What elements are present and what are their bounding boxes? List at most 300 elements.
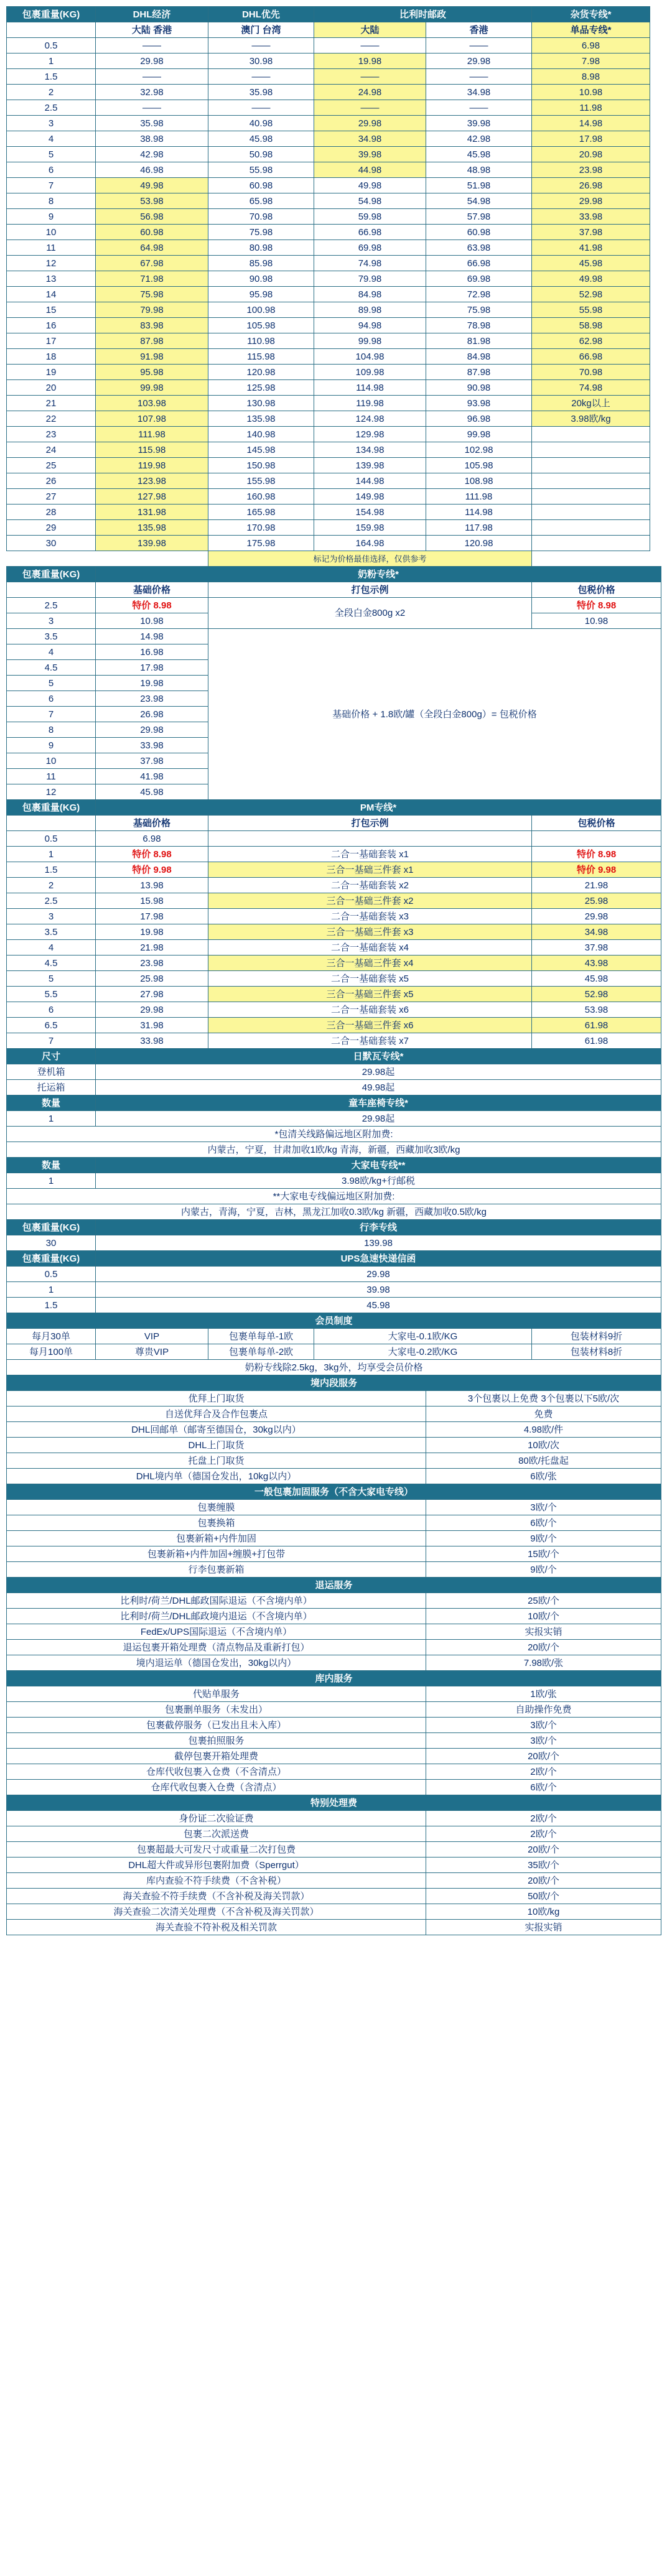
dhl-economy-cell: 87.98 bbox=[96, 333, 208, 349]
grocery-line-cell bbox=[532, 458, 650, 473]
shipping-row bbox=[7, 349, 661, 365]
spacer bbox=[650, 349, 661, 365]
shipping-row bbox=[7, 53, 661, 69]
special-service-cell: 海关查验二次清关处理费（不含补税及海关罚款） bbox=[7, 1904, 426, 1920]
warehouse-row bbox=[7, 1733, 661, 1749]
pm-weight-cell: 1 bbox=[7, 847, 96, 862]
dhl-priority-cell: 30.98 bbox=[208, 53, 314, 69]
dhl-priority-cell: 165.98 bbox=[208, 505, 314, 520]
spacer bbox=[96, 551, 208, 567]
shipping-row bbox=[7, 302, 661, 318]
ups-label-cell: 1 bbox=[7, 1282, 96, 1298]
rimowa-value-cell: 49.98起 bbox=[96, 1080, 661, 1095]
subheader-dhl-priority: 澳门 台湾 bbox=[208, 22, 314, 38]
domestic-price-cell: 免费 bbox=[426, 1407, 661, 1422]
shipping-row bbox=[7, 209, 661, 225]
milk-base-cell: 41.98 bbox=[96, 769, 208, 784]
spacer bbox=[650, 365, 661, 380]
dhl-priority-cell: 175.98 bbox=[208, 536, 314, 551]
special-price-cell: 2欧/个 bbox=[426, 1811, 661, 1826]
warehouse-price-cell: 6欧/个 bbox=[426, 1780, 661, 1795]
price-table bbox=[6, 6, 661, 1935]
dhl-economy-cell: —— bbox=[96, 69, 208, 85]
spacer bbox=[650, 22, 661, 38]
pm-header-row bbox=[7, 816, 661, 831]
weight-cell: 13 bbox=[7, 271, 96, 287]
spacer bbox=[650, 131, 661, 147]
bpost-hongkong-cell: 51.98 bbox=[426, 178, 532, 193]
returns-service-cell: 退运包裹开箱处理费（清点物品及重新打包） bbox=[7, 1640, 426, 1655]
dhl-priority-cell: 130.98 bbox=[208, 396, 314, 411]
bpost-hongkong-cell: 114.98 bbox=[426, 505, 532, 520]
special-row bbox=[7, 1811, 661, 1826]
stroller-note-1: *包清关线路偏远地区附加费: bbox=[7, 1127, 661, 1142]
bpost-mainland-cell: 39.98 bbox=[314, 147, 426, 162]
milk-weight-cell: 2.5 bbox=[7, 598, 96, 613]
shipping-row bbox=[7, 116, 661, 131]
shipping-row bbox=[7, 287, 661, 302]
membership-row bbox=[7, 1344, 661, 1360]
bpost-mainland-cell: 134.98 bbox=[314, 442, 426, 458]
pm-example-cell: 三合一基础三件套 x4 bbox=[208, 956, 532, 971]
pm-weight-cell: 0.5 bbox=[7, 831, 96, 847]
milk-tax-cell: 10.98 bbox=[532, 613, 661, 629]
pm-weight-cell: 4.5 bbox=[7, 956, 96, 971]
bpost-mainland-cell: 139.98 bbox=[314, 458, 426, 473]
bpost-mainland-cell: 69.98 bbox=[314, 240, 426, 256]
reinforce-service-cell: 行李包裹新箱 bbox=[7, 1562, 426, 1578]
shipping-row bbox=[7, 69, 661, 85]
domestic-service-cell: DHL上门取货 bbox=[7, 1438, 426, 1453]
dhl-priority-cell: —— bbox=[208, 38, 314, 53]
dhl-economy-cell: 71.98 bbox=[96, 271, 208, 287]
milk-base-cell: 37.98 bbox=[96, 753, 208, 769]
spacer bbox=[650, 287, 661, 302]
weight-cell: 2 bbox=[7, 85, 96, 100]
domestic-price-cell: 3个包裹以上免费 3个包裹以下5欧/次 bbox=[426, 1391, 661, 1407]
dhl-priority-cell: 70.98 bbox=[208, 209, 314, 225]
domestic-service-cell: DHL境内单（德国仓发出，10kg以内） bbox=[7, 1469, 426, 1484]
luggage-value-cell: 139.98 bbox=[96, 1235, 661, 1251]
bpost-hongkong-cell: —— bbox=[426, 100, 532, 116]
shipping-row bbox=[7, 536, 661, 551]
dhl-economy-cell: 135.98 bbox=[96, 520, 208, 536]
weight-cell: 1 bbox=[7, 53, 96, 69]
pm-col-tax: 包税价格 bbox=[532, 816, 661, 831]
membership-packing: 包装材料9折 bbox=[532, 1329, 661, 1344]
bpost-hongkong-cell: 117.98 bbox=[426, 520, 532, 536]
bpost-hongkong-cell: 39.98 bbox=[426, 116, 532, 131]
milk-base-cell: 10.98 bbox=[96, 613, 208, 629]
reinforce-price-cell: 9欧/个 bbox=[426, 1531, 661, 1546]
milk-title: 奶粉专线* bbox=[96, 567, 661, 582]
pm-tax-cell: 61.98 bbox=[532, 1018, 661, 1033]
warehouse-row bbox=[7, 1718, 661, 1733]
membership-appliance: 大家电-0.2欧/KG bbox=[314, 1344, 532, 1360]
grocery-line-cell: 14.98 bbox=[532, 116, 650, 131]
spacer bbox=[650, 396, 661, 411]
domestic-title: 境内段服务 bbox=[7, 1375, 661, 1391]
pm-example-cell bbox=[208, 831, 532, 847]
appliance-title: 大家电专线** bbox=[96, 1158, 661, 1173]
special-row bbox=[7, 1920, 661, 1935]
grocery-line-cell: 20.98 bbox=[532, 147, 650, 162]
pm-example-cell: 二合一基础套装 x6 bbox=[208, 1002, 532, 1018]
pm-weight-cell: 4 bbox=[7, 940, 96, 956]
pm-row bbox=[7, 847, 661, 862]
dhl-economy-cell: 99.98 bbox=[96, 380, 208, 396]
pm-row bbox=[7, 893, 661, 909]
dhl-priority-cell: 135.98 bbox=[208, 411, 314, 427]
grocery-line-cell: 23.98 bbox=[532, 162, 650, 178]
spacer bbox=[650, 225, 661, 240]
pm-example-cell: 三合一基础三件套 x2 bbox=[208, 893, 532, 909]
grocery-line-cell bbox=[532, 489, 650, 505]
dhl-priority-cell: 45.98 bbox=[208, 131, 314, 147]
warehouse-row bbox=[7, 1780, 661, 1795]
pm-row bbox=[7, 878, 661, 893]
warehouse-price-cell: 3欧/个 bbox=[426, 1733, 661, 1749]
bpost-hongkong-cell: 111.98 bbox=[426, 489, 532, 505]
grocery-line-cell: 70.98 bbox=[532, 365, 650, 380]
milk-formula-cell: 基础价格 + 1.8欧/罐（全段白金800g）= 包税价格 bbox=[208, 629, 661, 800]
ups-title: UPS急速快递信函 bbox=[96, 1251, 661, 1267]
grocery-line-cell: 20kg以上 bbox=[532, 396, 650, 411]
returns-row bbox=[7, 1655, 661, 1671]
dhl-priority-cell: 50.98 bbox=[208, 147, 314, 162]
special-service-cell: 包裹二次派送费 bbox=[7, 1826, 426, 1842]
shipping-row bbox=[7, 411, 661, 427]
spacer bbox=[650, 520, 661, 536]
shipping-row bbox=[7, 256, 661, 271]
spacer bbox=[650, 193, 661, 209]
pm-row bbox=[7, 909, 661, 924]
reinforce-service-cell: 包裹新箱+内件加固+缠膜+打包带 bbox=[7, 1546, 426, 1562]
bpost-mainland-cell: 79.98 bbox=[314, 271, 426, 287]
bpost-mainland-cell: 59.98 bbox=[314, 209, 426, 225]
membership-note-row bbox=[7, 1360, 661, 1375]
bpost-mainland-cell: 119.98 bbox=[314, 396, 426, 411]
shipping-row bbox=[7, 318, 661, 333]
dhl-economy-cell: 46.98 bbox=[96, 162, 208, 178]
pm-row bbox=[7, 1033, 661, 1049]
warehouse-title-row bbox=[7, 1671, 661, 1686]
grocery-line-cell: 33.98 bbox=[532, 209, 650, 225]
ups-label-cell: 1.5 bbox=[7, 1298, 96, 1313]
pm-weight-cell: 3 bbox=[7, 909, 96, 924]
milk-weight-cell: 10 bbox=[7, 753, 96, 769]
milk-col-base: 基础价格 bbox=[96, 582, 208, 598]
pm-title: PM专线* bbox=[96, 800, 661, 816]
grocery-line-cell: 49.98 bbox=[532, 271, 650, 287]
shipping-row bbox=[7, 85, 661, 100]
warehouse-row bbox=[7, 1702, 661, 1718]
note-row bbox=[7, 551, 661, 567]
bpost-mainland-cell: 164.98 bbox=[314, 536, 426, 551]
milk-weight-cell: 4 bbox=[7, 644, 96, 660]
bpost-mainland-cell: 114.98 bbox=[314, 380, 426, 396]
col-bpost-header: 比利时邮政 bbox=[314, 7, 532, 22]
pm-tax-cell: 特价 9.98 bbox=[532, 862, 661, 878]
reinforce-title-row bbox=[7, 1484, 661, 1500]
bpost-hongkong-cell: 108.98 bbox=[426, 473, 532, 489]
shipping-row bbox=[7, 396, 661, 411]
pm-row bbox=[7, 924, 661, 940]
dhl-economy-cell: 79.98 bbox=[96, 302, 208, 318]
returns-row bbox=[7, 1640, 661, 1655]
weight-cell: 14 bbox=[7, 287, 96, 302]
bpost-hongkong-cell: 90.98 bbox=[426, 380, 532, 396]
shipping-row bbox=[7, 473, 661, 489]
bpost-hongkong-cell: 42.98 bbox=[426, 131, 532, 147]
warehouse-row bbox=[7, 1686, 661, 1702]
dhl-priority-cell: 115.98 bbox=[208, 349, 314, 365]
spacer bbox=[650, 209, 661, 225]
luggage-col-label: 包裹重量(KG) bbox=[7, 1220, 96, 1235]
weight-cell: 11 bbox=[7, 240, 96, 256]
subheader-single-item: 单品专线* bbox=[532, 22, 650, 38]
pm-tax-cell: 53.98 bbox=[532, 1002, 661, 1018]
grocery-line-cell bbox=[532, 473, 650, 489]
weight-cell: 12 bbox=[7, 256, 96, 271]
bpost-hongkong-cell: 72.98 bbox=[426, 287, 532, 302]
pm-col-example: 打包示例 bbox=[208, 816, 532, 831]
domestic-price-cell: 80欧/托盘起 bbox=[426, 1453, 661, 1469]
weight-cell: 1.5 bbox=[7, 69, 96, 85]
ups-row bbox=[7, 1298, 661, 1313]
domestic-service-cell: DHL回邮单（邮寄至德国仓，30kg以内） bbox=[7, 1422, 426, 1438]
stroller-value-cell: 29.98起 bbox=[96, 1111, 661, 1127]
appliance-note-row bbox=[7, 1189, 661, 1204]
dhl-economy-cell: 53.98 bbox=[96, 193, 208, 209]
returns-price-cell: 实报实销 bbox=[426, 1624, 661, 1640]
milk-weight-cell: 8 bbox=[7, 722, 96, 738]
dhl-economy-cell: 95.98 bbox=[96, 365, 208, 380]
weight-cell: 0.5 bbox=[7, 38, 96, 53]
bpost-mainland-cell: 149.98 bbox=[314, 489, 426, 505]
special-row bbox=[7, 1858, 661, 1873]
dhl-economy-cell: —— bbox=[96, 100, 208, 116]
milk-weight-cell: 6 bbox=[7, 691, 96, 707]
pm-col-weight: 包裹重量(KG) bbox=[7, 800, 96, 816]
pm-tax-cell: 特价 8.98 bbox=[532, 847, 661, 862]
luggage-row bbox=[7, 1235, 661, 1251]
milk-weight-cell: 11 bbox=[7, 769, 96, 784]
weight-cell: 5 bbox=[7, 147, 96, 162]
ups-value-cell: 39.98 bbox=[96, 1282, 661, 1298]
bpost-hongkong-cell: 78.98 bbox=[426, 318, 532, 333]
pm-tax-cell: 52.98 bbox=[532, 987, 661, 1002]
pm-base-cell: 19.98 bbox=[96, 924, 208, 940]
dhl-economy-cell: 29.98 bbox=[96, 53, 208, 69]
membership-orders: 每月100单 bbox=[7, 1344, 96, 1360]
pm-weight-cell: 6 bbox=[7, 1002, 96, 1018]
spacer bbox=[650, 69, 661, 85]
bpost-hongkong-cell: 45.98 bbox=[426, 147, 532, 162]
dhl-priority-cell: 95.98 bbox=[208, 287, 314, 302]
bpost-hongkong-cell: 81.98 bbox=[426, 333, 532, 349]
col-dhl-priority-header: DHL优先 bbox=[208, 7, 314, 22]
weight-cell: 24 bbox=[7, 442, 96, 458]
returns-service-cell: FedEx/UPS国际退运（不含境内单） bbox=[7, 1624, 426, 1640]
appliance-note-row bbox=[7, 1204, 661, 1220]
special-title: 特别处理费 bbox=[7, 1795, 661, 1811]
special-service-cell: 库内查验不符手续费（不含补税） bbox=[7, 1873, 426, 1889]
bpost-mainland-cell: 94.98 bbox=[314, 318, 426, 333]
warehouse-service-cell: 包裹删单服务（未发出） bbox=[7, 1702, 426, 1718]
returns-row bbox=[7, 1593, 661, 1609]
grocery-line-cell: 6.98 bbox=[532, 38, 650, 53]
ups-value-cell: 29.98 bbox=[96, 1267, 661, 1282]
dhl-economy-cell: 103.98 bbox=[96, 396, 208, 411]
rimowa-label-cell: 登机箱 bbox=[7, 1064, 96, 1080]
shipping-row bbox=[7, 38, 661, 53]
returns-row bbox=[7, 1609, 661, 1624]
best-price-note: 标记为价格最佳选择，仅供参考 bbox=[208, 551, 532, 567]
dhl-economy-cell: 123.98 bbox=[96, 473, 208, 489]
warehouse-price-cell: 自助操作免费 bbox=[426, 1702, 661, 1718]
bpost-hongkong-cell: 84.98 bbox=[426, 349, 532, 365]
pm-weight-cell: 6.5 bbox=[7, 1018, 96, 1033]
milk-col-example: 打包示例 bbox=[208, 582, 532, 598]
grocery-line-cell: 62.98 bbox=[532, 333, 650, 349]
dhl-economy-cell: 131.98 bbox=[96, 505, 208, 520]
bpost-hongkong-cell: 57.98 bbox=[426, 209, 532, 225]
stroller-col-label: 数量 bbox=[7, 1095, 96, 1111]
pm-base-cell: 6.98 bbox=[96, 831, 208, 847]
dhl-priority-cell: 55.98 bbox=[208, 162, 314, 178]
bpost-mainland-cell: 19.98 bbox=[314, 53, 426, 69]
domestic-title-row bbox=[7, 1375, 661, 1391]
dhl-economy-cell: 111.98 bbox=[96, 427, 208, 442]
weight-cell: 29 bbox=[7, 520, 96, 536]
special-title-row bbox=[7, 1795, 661, 1811]
pm-example-cell: 三合一基础三件套 x6 bbox=[208, 1018, 532, 1033]
weight-cell: 25 bbox=[7, 458, 96, 473]
ups-title-row bbox=[7, 1251, 661, 1267]
dhl-priority-cell: 140.98 bbox=[208, 427, 314, 442]
returns-service-cell: 比利时/荷兰/DHL邮政境内退运（不含境内单） bbox=[7, 1609, 426, 1624]
spacer bbox=[650, 302, 661, 318]
dhl-economy-cell: 107.98 bbox=[96, 411, 208, 427]
returns-price-cell: 10欧/个 bbox=[426, 1609, 661, 1624]
bpost-mainland-cell: 129.98 bbox=[314, 427, 426, 442]
spacer bbox=[650, 333, 661, 349]
shipping-row bbox=[7, 365, 661, 380]
grocery-line-cell: 17.98 bbox=[532, 131, 650, 147]
pm-tax-cell: 34.98 bbox=[532, 924, 661, 940]
pm-weight-cell: 5 bbox=[7, 971, 96, 987]
bpost-hongkong-cell: 34.98 bbox=[426, 85, 532, 100]
bpost-mainland-cell: 124.98 bbox=[314, 411, 426, 427]
appliance-row bbox=[7, 1173, 661, 1189]
pm-row bbox=[7, 956, 661, 971]
pm-example-cell: 二合一基础套装 x2 bbox=[208, 878, 532, 893]
shipping-row bbox=[7, 520, 661, 536]
returns-row bbox=[7, 1624, 661, 1640]
spacer bbox=[650, 85, 661, 100]
dhl-economy-cell: 60.98 bbox=[96, 225, 208, 240]
spacer bbox=[650, 100, 661, 116]
dhl-priority-cell: —— bbox=[208, 100, 314, 116]
special-price-cell: 2欧/个 bbox=[426, 1826, 661, 1842]
milk-base-cell: 23.98 bbox=[96, 691, 208, 707]
pm-base-cell: 31.98 bbox=[96, 1018, 208, 1033]
milk-col-tax: 包税价格 bbox=[532, 582, 661, 598]
bpost-mainland-cell: —— bbox=[314, 38, 426, 53]
grocery-line-cell bbox=[532, 536, 650, 551]
stroller-row bbox=[7, 1111, 661, 1127]
pm-weight-cell: 5.5 bbox=[7, 987, 96, 1002]
bpost-hongkong-cell: —— bbox=[426, 69, 532, 85]
rimowa-col-label: 尺寸 bbox=[7, 1049, 96, 1064]
returns-price-cell: 25欧/个 bbox=[426, 1593, 661, 1609]
dhl-priority-cell: —— bbox=[208, 69, 314, 85]
appliance-value-cell: 3.98欧/kg+行邮税 bbox=[96, 1173, 661, 1189]
appliance-label-cell: 1 bbox=[7, 1173, 96, 1189]
shipping-row bbox=[7, 240, 661, 256]
returns-price-cell: 7.98欧/张 bbox=[426, 1655, 661, 1671]
weight-cell: 4 bbox=[7, 131, 96, 147]
reinforce-service-cell: 包裹新箱+内件加固 bbox=[7, 1531, 426, 1546]
shipping-row bbox=[7, 489, 661, 505]
pm-tax-cell bbox=[532, 831, 661, 847]
spacer bbox=[650, 178, 661, 193]
bpost-mainland-cell: 144.98 bbox=[314, 473, 426, 489]
domestic-row bbox=[7, 1469, 661, 1484]
domestic-price-cell: 10欧/次 bbox=[426, 1438, 661, 1453]
dhl-priority-cell: 120.98 bbox=[208, 365, 314, 380]
ups-row bbox=[7, 1282, 661, 1298]
shipping-row bbox=[7, 147, 661, 162]
milk-header-row bbox=[7, 582, 661, 598]
special-price-cell: 35欧/个 bbox=[426, 1858, 661, 1873]
stroller-note-2: 内蒙古，宁夏，甘肃加收1欧/kg 青海，新疆，西藏加收3欧/kg bbox=[7, 1142, 661, 1158]
dhl-economy-cell: 67.98 bbox=[96, 256, 208, 271]
dhl-economy-cell: 42.98 bbox=[96, 147, 208, 162]
spacer bbox=[650, 427, 661, 442]
bpost-hongkong-cell: 102.98 bbox=[426, 442, 532, 458]
bpost-mainland-cell: 49.98 bbox=[314, 178, 426, 193]
weight-cell: 7 bbox=[7, 178, 96, 193]
bpost-mainland-cell: 104.98 bbox=[314, 349, 426, 365]
weight-cell: 23 bbox=[7, 427, 96, 442]
milk-base-cell: 16.98 bbox=[96, 644, 208, 660]
milk-weight-cell: 3 bbox=[7, 613, 96, 629]
milk-example-cell: 全段白金800g x2 bbox=[208, 598, 532, 629]
subheader-dhl-economy: 大陆 香港 bbox=[96, 22, 208, 38]
bpost-hongkong-cell: 29.98 bbox=[426, 53, 532, 69]
reinforce-price-cell: 3欧/个 bbox=[426, 1500, 661, 1515]
pm-weight-cell: 2 bbox=[7, 878, 96, 893]
special-price-cell: 20欧/个 bbox=[426, 1873, 661, 1889]
pm-base-cell: 特价 9.98 bbox=[96, 862, 208, 878]
reinforce-service-cell: 包裹换箱 bbox=[7, 1515, 426, 1531]
warehouse-service-cell: 包裹拍照服务 bbox=[7, 1733, 426, 1749]
pm-row bbox=[7, 1018, 661, 1033]
milk-row bbox=[7, 598, 661, 613]
membership-orders: 每月30单 bbox=[7, 1329, 96, 1344]
grocery-line-cell: 41.98 bbox=[532, 240, 650, 256]
warehouse-service-cell: 截停包裹开箱处理费 bbox=[7, 1749, 426, 1764]
dhl-priority-cell: 155.98 bbox=[208, 473, 314, 489]
dhl-priority-cell: 160.98 bbox=[208, 489, 314, 505]
spacer bbox=[650, 38, 661, 53]
warehouse-service-cell: 代贴单服务 bbox=[7, 1686, 426, 1702]
milk-base-cell: 26.98 bbox=[96, 707, 208, 722]
pm-example-cell: 三合一基础三件套 x5 bbox=[208, 987, 532, 1002]
spacer bbox=[650, 240, 661, 256]
